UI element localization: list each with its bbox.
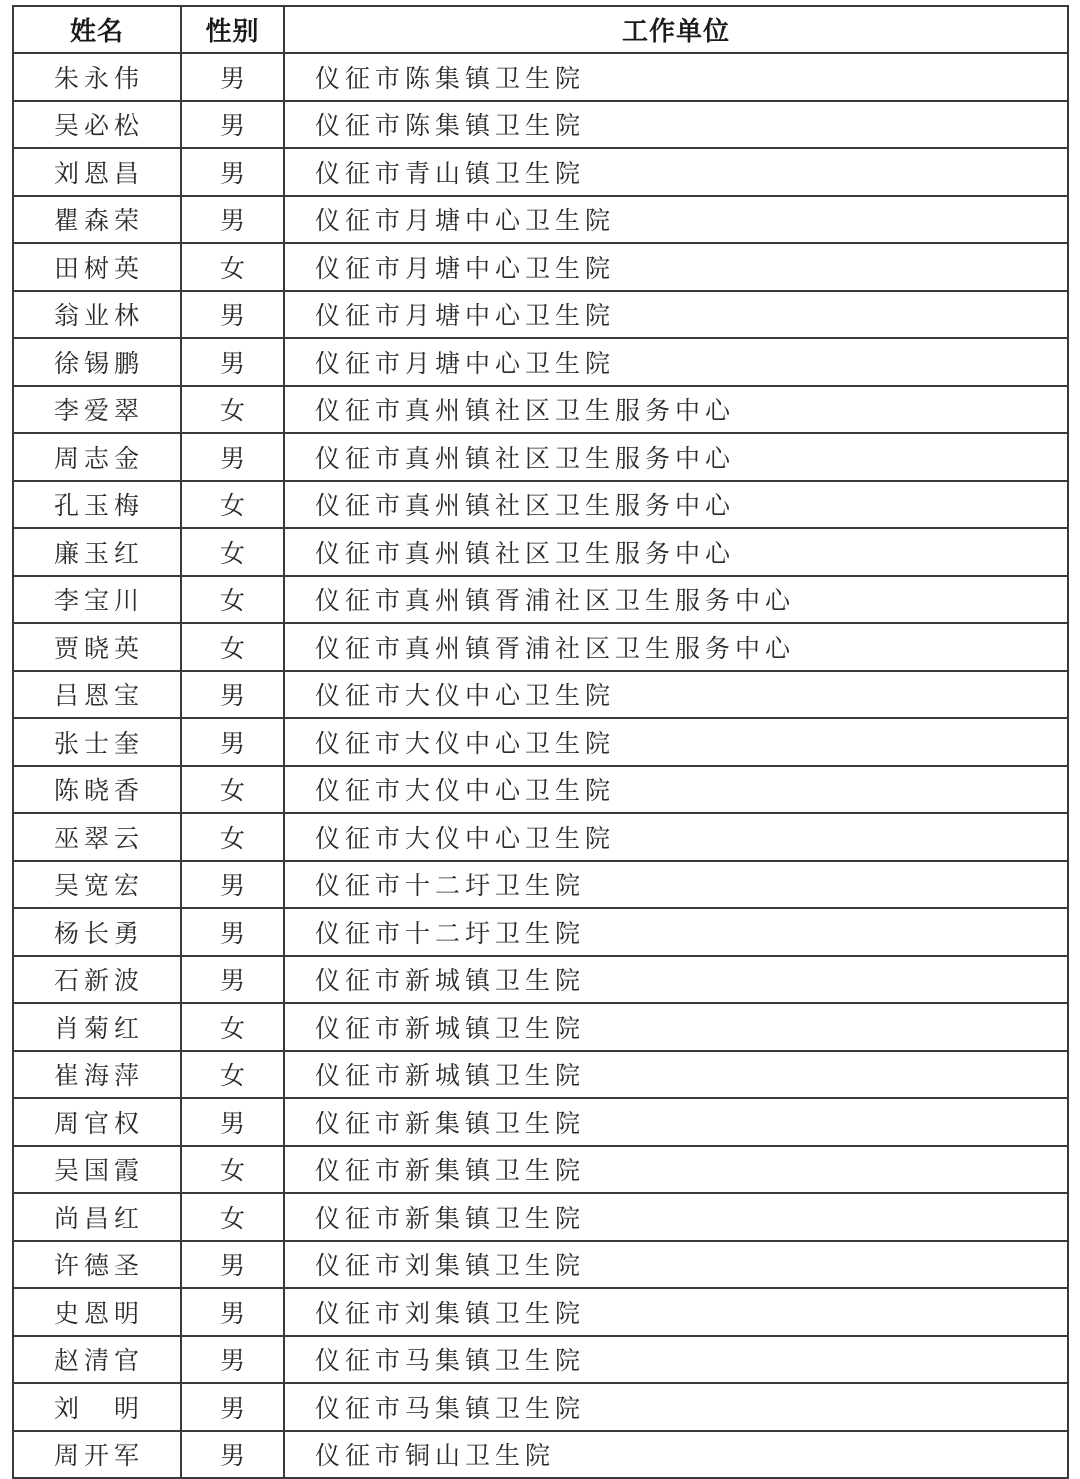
table-row — [13, 148, 1068, 196]
gender-cell: 男 — [181, 291, 284, 339]
name-cell: 翁业林 — [13, 291, 181, 339]
name-cell: 李宝川 — [13, 576, 181, 624]
name-cell: 巫翠云 — [13, 813, 181, 861]
unit-cell: 仪征市新集镇卫生院 — [284, 1146, 1068, 1194]
unit-cell: 仪征市真州镇胥浦社区卫生服务中心 — [284, 623, 1068, 671]
name-cell: 吴国霞 — [13, 1146, 181, 1194]
name-cell: 吴宽宏 — [13, 861, 181, 909]
unit-cell: 仪征市新城镇卫生院 — [284, 956, 1068, 1004]
name-cell: 李爱翠 — [13, 386, 181, 434]
name-cell: 陈晓香 — [13, 766, 181, 814]
gender-cell: 男 — [181, 338, 284, 386]
unit-cell: 仪征市新集镇卫生院 — [284, 1193, 1068, 1241]
header-row — [13, 6, 1068, 53]
table-row — [13, 623, 1068, 671]
gender-cell: 男 — [181, 956, 284, 1004]
unit-cell: 仪征市新城镇卫生院 — [284, 1051, 1068, 1099]
header-unit: 工作单位 — [284, 6, 1068, 53]
gender-cell: 女 — [181, 1193, 284, 1241]
name-cell: 周开军 — [13, 1431, 181, 1479]
unit-cell: 仪征市真州镇胥浦社区卫生服务中心 — [284, 576, 1068, 624]
name-cell: 周志金 — [13, 433, 181, 481]
table-row — [13, 908, 1068, 956]
name-cell: 赵清官 — [13, 1336, 181, 1384]
gender-cell: 男 — [181, 718, 284, 766]
unit-cell: 仪征市刘集镇卫生院 — [284, 1288, 1068, 1336]
name-cell: 瞿森荣 — [13, 196, 181, 244]
gender-cell: 男 — [181, 1288, 284, 1336]
name-cell: 朱永伟 — [13, 53, 181, 101]
name-cell: 贾晓英 — [13, 623, 181, 671]
gender-cell: 女 — [181, 243, 284, 291]
name-cell: 刘 明 — [13, 1383, 181, 1431]
roster-body — [13, 53, 1068, 1478]
name-cell: 孔玉梅 — [13, 481, 181, 529]
unit-cell: 仪征市大仪中心卫生院 — [284, 813, 1068, 861]
name-cell: 史恩明 — [13, 1288, 181, 1336]
gender-cell: 女 — [181, 1003, 284, 1051]
name-cell: 田树英 — [13, 243, 181, 291]
name-cell: 廉玉红 — [13, 528, 181, 576]
gender-cell: 男 — [181, 148, 284, 196]
name-cell: 许德圣 — [13, 1241, 181, 1289]
table-row — [13, 1241, 1068, 1289]
table-row — [13, 1336, 1068, 1384]
gender-cell: 男 — [181, 196, 284, 244]
unit-cell: 仪征市陈集镇卫生院 — [284, 53, 1068, 101]
table-row — [13, 338, 1068, 386]
table-row — [13, 1003, 1068, 1051]
table-row — [13, 1431, 1068, 1479]
table-row — [13, 956, 1068, 1004]
name-cell: 尚昌红 — [13, 1193, 181, 1241]
name-cell: 刘恩昌 — [13, 148, 181, 196]
unit-cell: 仪征市月塘中心卫生院 — [284, 243, 1068, 291]
gender-cell: 女 — [181, 813, 284, 861]
name-cell: 吴必松 — [13, 101, 181, 149]
table-row — [13, 1051, 1068, 1099]
unit-cell: 仪征市真州镇社区卫生服务中心 — [284, 433, 1068, 481]
table-row — [13, 291, 1068, 339]
roster-table — [12, 5, 1069, 1479]
unit-cell: 仪征市月塘中心卫生院 — [284, 338, 1068, 386]
gender-cell: 女 — [181, 481, 284, 529]
unit-cell: 仪征市大仪中心卫生院 — [284, 766, 1068, 814]
gender-cell: 男 — [181, 1098, 284, 1146]
unit-cell: 仪征市十二圩卫生院 — [284, 908, 1068, 956]
gender-cell: 男 — [181, 861, 284, 909]
unit-cell: 仪征市刘集镇卫生院 — [284, 1241, 1068, 1289]
table-row — [13, 433, 1068, 481]
gender-cell: 女 — [181, 576, 284, 624]
table-row — [13, 1193, 1068, 1241]
name-cell: 崔海萍 — [13, 1051, 181, 1099]
name-cell: 石新波 — [13, 956, 181, 1004]
unit-cell: 仪征市真州镇社区卫生服务中心 — [284, 386, 1068, 434]
name-cell: 张士奎 — [13, 718, 181, 766]
gender-cell: 男 — [181, 671, 284, 719]
unit-cell: 仪征市十二圩卫生院 — [284, 861, 1068, 909]
header-name: 姓名 — [13, 6, 181, 53]
table-row — [13, 861, 1068, 909]
table-row — [13, 1146, 1068, 1194]
gender-cell: 女 — [181, 386, 284, 434]
gender-cell: 男 — [181, 908, 284, 956]
unit-cell: 仪征市陈集镇卫生院 — [284, 101, 1068, 149]
name-cell: 徐锡鹏 — [13, 338, 181, 386]
unit-cell: 仪征市月塘中心卫生院 — [284, 196, 1068, 244]
gender-cell: 女 — [181, 766, 284, 814]
gender-cell: 男 — [181, 1336, 284, 1384]
unit-cell: 仪征市马集镇卫生院 — [284, 1336, 1068, 1384]
table-row — [13, 53, 1068, 101]
table-row — [13, 1383, 1068, 1431]
gender-cell: 男 — [181, 53, 284, 101]
table-row — [13, 481, 1068, 529]
name-cell: 杨长勇 — [13, 908, 181, 956]
header-gender: 性别 — [181, 6, 284, 53]
gender-cell: 男 — [181, 1383, 284, 1431]
table-row — [13, 813, 1068, 861]
unit-cell: 仪征市新集镇卫生院 — [284, 1098, 1068, 1146]
gender-cell: 女 — [181, 528, 284, 576]
unit-cell: 仪征市青山镇卫生院 — [284, 148, 1068, 196]
gender-cell: 男 — [181, 1241, 284, 1289]
unit-cell: 仪征市新城镇卫生院 — [284, 1003, 1068, 1051]
unit-cell: 仪征市马集镇卫生院 — [284, 1383, 1068, 1431]
name-cell: 吕恩宝 — [13, 671, 181, 719]
table-row — [13, 101, 1068, 149]
name-cell: 肖菊红 — [13, 1003, 181, 1051]
table-row — [13, 576, 1068, 624]
gender-cell: 女 — [181, 1051, 284, 1099]
gender-cell: 女 — [181, 623, 284, 671]
table-row — [13, 671, 1068, 719]
table-row — [13, 243, 1068, 291]
unit-cell: 仪征市真州镇社区卫生服务中心 — [284, 481, 1068, 529]
unit-cell: 仪征市大仪中心卫生院 — [284, 718, 1068, 766]
table-row — [13, 718, 1068, 766]
table-row — [13, 1288, 1068, 1336]
table-row — [13, 1098, 1068, 1146]
gender-cell: 男 — [181, 101, 284, 149]
table-row — [13, 766, 1068, 814]
gender-cell: 男 — [181, 433, 284, 481]
table-row — [13, 196, 1068, 244]
table-row — [13, 386, 1068, 434]
unit-cell: 仪征市月塘中心卫生院 — [284, 291, 1068, 339]
unit-cell: 仪征市真州镇社区卫生服务中心 — [284, 528, 1068, 576]
unit-cell: 仪征市大仪中心卫生院 — [284, 671, 1068, 719]
gender-cell: 女 — [181, 1146, 284, 1194]
gender-cell: 男 — [181, 1431, 284, 1479]
unit-cell: 仪征市铜山卫生院 — [284, 1431, 1068, 1479]
name-cell: 周官权 — [13, 1098, 181, 1146]
table-row — [13, 528, 1068, 576]
